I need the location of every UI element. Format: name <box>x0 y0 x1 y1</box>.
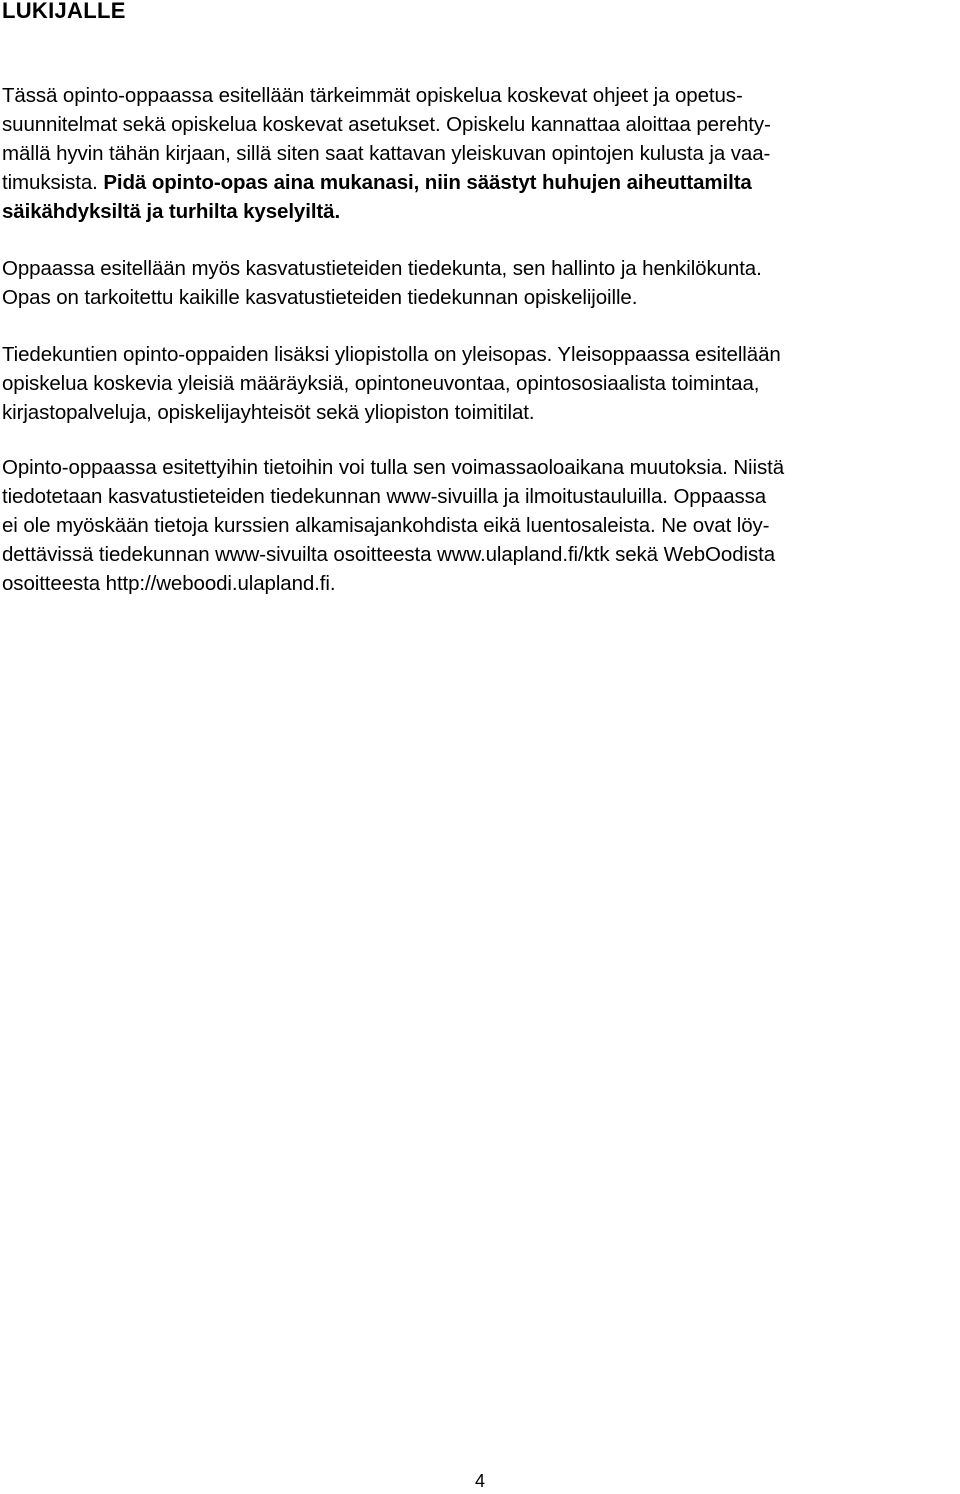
text-line: Oppaassa esitellään myös kasvatustieteiden tiedekunta, sen hallinto ja henkilökunta. <box>2 257 762 280</box>
changes-paragraph <box>2 453 784 598</box>
text-line: suunnitelmat sekä opiskelua koskevat asetukset. Opiskelu kannattaa aloittaa perehty- <box>2 113 771 136</box>
faculty-paragraph <box>2 254 762 312</box>
bold-text-line: säikähdyksiltä ja turhilta kyselyiltä. <box>2 200 341 223</box>
text-fragment: timuksista. <box>2 171 98 194</box>
text-line: kirjastopalveluja, opiskelijayhteisöt sekä yliopiston toimitilat. <box>2 401 535 424</box>
text-line: Opinto-oppaassa esitettyihin tietoihin voi tulla sen voimassaoloaikana muutoksia. Niistä <box>2 456 785 479</box>
text-line: mällä hyvin tähän kirjaan, sillä siten saat kattavan yleiskuvan opintojen kulusta ja vaa- <box>2 142 771 165</box>
text-line: Opas on tarkoitettu kaikille kasvatustieteiden tiedekunnan opiskelijoille. <box>2 286 638 309</box>
intro-paragraph <box>2 81 771 226</box>
text-line: osoitteesta http://weboodi.ulapland.fi. <box>2 572 336 595</box>
text-line: Tässä opinto-oppaassa esitellään tärkeimmät opiskelua koskevat ohjeet ja opetus- <box>2 84 743 107</box>
general-guide-paragraph <box>2 340 781 427</box>
bold-text-fragment: Pidä opinto-opas aina mukanasi, niin säästyt huhujen aiheuttamilta <box>103 171 752 194</box>
text-line: dettävissä tiedekunnan www-sivuilta osoitteesta www.ulapland.fi/ktk sekä WebOodista <box>2 543 775 566</box>
text-line: Tiedekuntien opinto-oppaiden lisäksi yliopistolla on yleisopas. Yleisoppaassa esitellään <box>2 343 781 366</box>
text-line <box>2 168 771 197</box>
text-line: opiskelua koskevia yleisiä määräyksiä, opintoneuvontaa, opintososiaalista toimintaa, <box>2 372 760 395</box>
text-line: tiedotetaan kasvatustieteiden tiedekunnan www-sivuilla ja ilmoitustauluilla. Oppaassa <box>2 485 767 508</box>
page-number: 4 <box>475 1471 486 1491</box>
page-heading: LUKIJALLE <box>2 0 126 23</box>
text-line: ei ole myöskään tietoja kurssien alkamisajankohdista eikä luentosaleista. Ne ovat löy- <box>2 514 770 537</box>
